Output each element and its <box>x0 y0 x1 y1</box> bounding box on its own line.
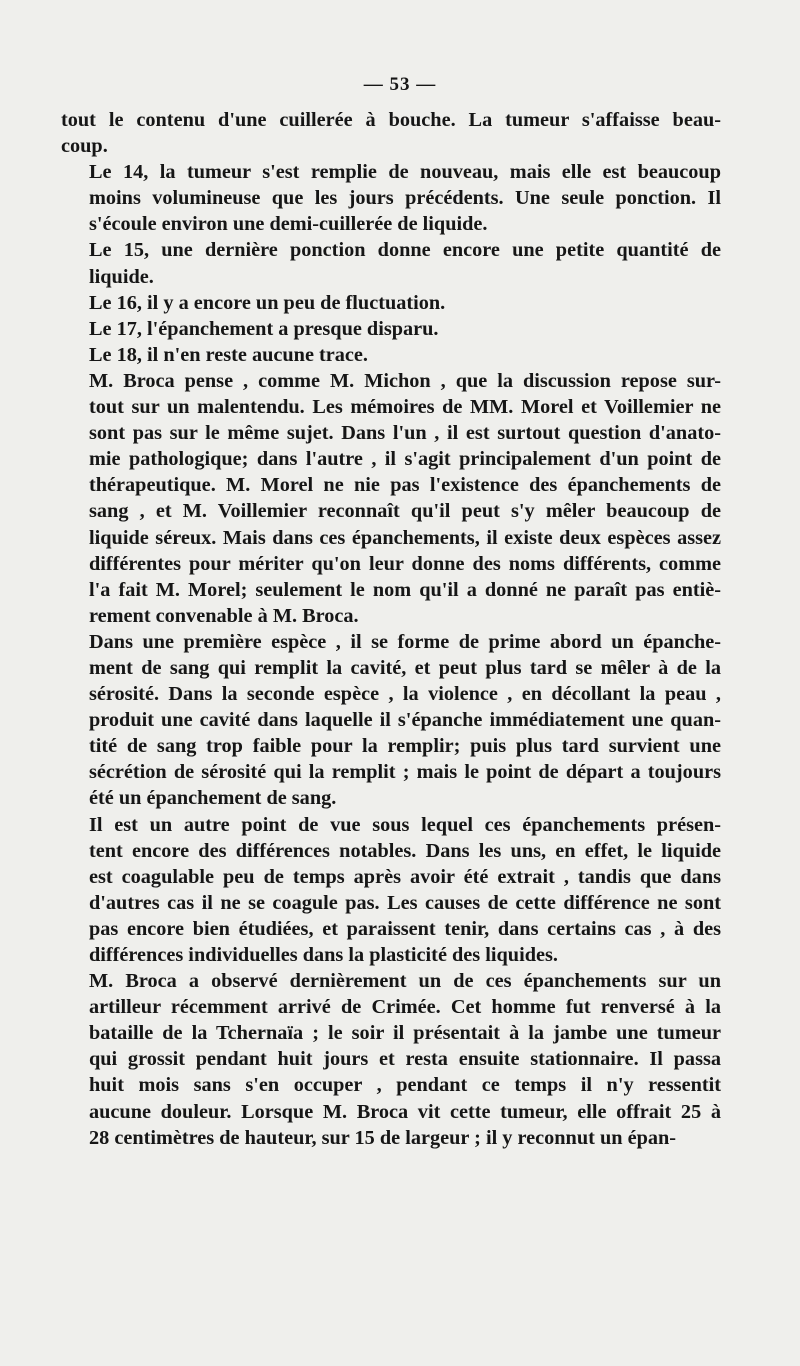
body-text <box>61 107 721 1151</box>
text-line: différentes pour mériter qu'on leur donne des noms différents, comme <box>89 552 721 575</box>
text-line: tent encore des différences notables. Dans les uns, en effet, le liquide <box>89 839 721 862</box>
text-line: coup. <box>61 135 108 158</box>
text-line: sang , et M. Voillemier reconnaît qu'il peut s'y mêler beaucoup de <box>89 500 721 523</box>
text-line: Le 18, il n'en reste aucune trace. <box>89 343 369 366</box>
text-line: est coagulable peu de temps après avoir été extrait , tandis que dans <box>89 865 721 888</box>
text-line: huit mois sans s'en occuper , pendant ce temps il n'y ressentit <box>89 1074 721 1097</box>
paragraph <box>61 290 721 316</box>
text-line: Le 15, une dernière ponction donne encore une petite quantité de <box>89 239 721 262</box>
text-line: liquide. <box>89 265 154 288</box>
text-line: bataille de la Tchernaïa ; le soir il présentait à la jambe une tumeur <box>89 1022 721 1045</box>
paragraph <box>61 968 721 1151</box>
text-line: pas encore bien étudiées, et paraissent tenir, dans certains cas , à des <box>89 917 721 940</box>
paragraph <box>61 237 721 289</box>
text-line: sécrétion de sérosité qui la remplit ; mais le point de départ a toujours <box>89 761 721 784</box>
text-line: d'autres cas il ne se coagule pas. Les causes de cette différence ne sont <box>89 891 721 914</box>
text-line: thérapeutique. M. Morel ne nie pas l'existence des épanchements de <box>89 474 721 497</box>
text-line: Le 17, l'épanchement a presque disparu. <box>89 317 439 340</box>
text-line: moins volumineuse que les jours précédents. Une seule ponction. Il <box>89 187 721 210</box>
text-line: qui grossit pendant huit jours et resta ensuite stationnaire. Il passa <box>89 1048 721 1071</box>
paragraph <box>61 107 721 159</box>
text-line: l'a fait M. Morel; seulement le nom qu'il a donné ne paraît pas entiè- <box>89 578 721 601</box>
paragraph <box>61 342 721 368</box>
paragraph <box>61 368 721 629</box>
page-number: — 53 — <box>363 74 437 95</box>
text-line: rement convenable à M. Broca. <box>89 604 359 627</box>
paragraph <box>61 812 721 969</box>
paragraph <box>61 316 721 342</box>
paragraph <box>61 629 721 812</box>
text-line: s'écoule environ une demi-cuillerée de liquide. <box>89 213 488 236</box>
text-line: tout le contenu d'une cuillerée à bouche. La tumeur s'affaisse beau- <box>61 109 721 131</box>
text-line: liquide séreux. Mais dans ces épanchements, il existe deux espèces assez <box>89 526 721 549</box>
text-line: Dans une première espèce , il se forme de prime abord un épanche- <box>89 630 721 653</box>
text-line: ment de sang qui remplit la cavité, et peut plus tard se mêler à de la <box>89 656 721 679</box>
text-line: sérosité. Dans la seconde espèce , la violence , en décollant la peau , <box>89 683 721 706</box>
text-line: Il est un autre point de vue sous lequel ces épanchements présen- <box>89 813 721 836</box>
text-line: artilleur récemment arrivé de Crimée. Cet homme fut renversé à la <box>89 996 721 1019</box>
text-line: M. Broca a observé dernièrement un de ces épanchements sur un <box>89 970 721 993</box>
text-line: tité de sang trop faible pour la remplir; puis plus tard survient une <box>89 735 721 758</box>
text-line: été un épanchement de sang. <box>89 787 337 810</box>
text-line: 28 centimètres de hauteur, sur 15 de largeur ; il y reconnut un épan- <box>89 1126 677 1149</box>
text-line: sont pas sur le même sujet. Dans l'un , il est surtout question d'anato- <box>89 422 721 445</box>
paragraph <box>61 159 721 237</box>
text-line: aucune douleur. Lorsque M. Broca vit cette tumeur, elle offrait 25 à <box>89 1100 721 1123</box>
text-line: mie pathologique; dans l'autre , il s'agit principalement d'un point de <box>89 448 721 471</box>
text-line: Le 14, la tumeur s'est remplie de nouveau, mais elle est beaucoup <box>89 161 721 184</box>
text-line: Le 16, il y a encore un peu de fluctuation. <box>89 291 446 314</box>
text-line: produit une cavité dans laquelle il s'épanche immédiatement une quan- <box>89 709 721 732</box>
text-line: M. Broca pense , comme M. Michon , que la discussion repose sur- <box>89 369 721 392</box>
text-line: tout sur un malentendu. Les mémoires de MM. Morel et Voillemier ne <box>89 396 721 419</box>
text-line: différences individuelles dans la plasticité des liquides. <box>89 944 558 966</box>
